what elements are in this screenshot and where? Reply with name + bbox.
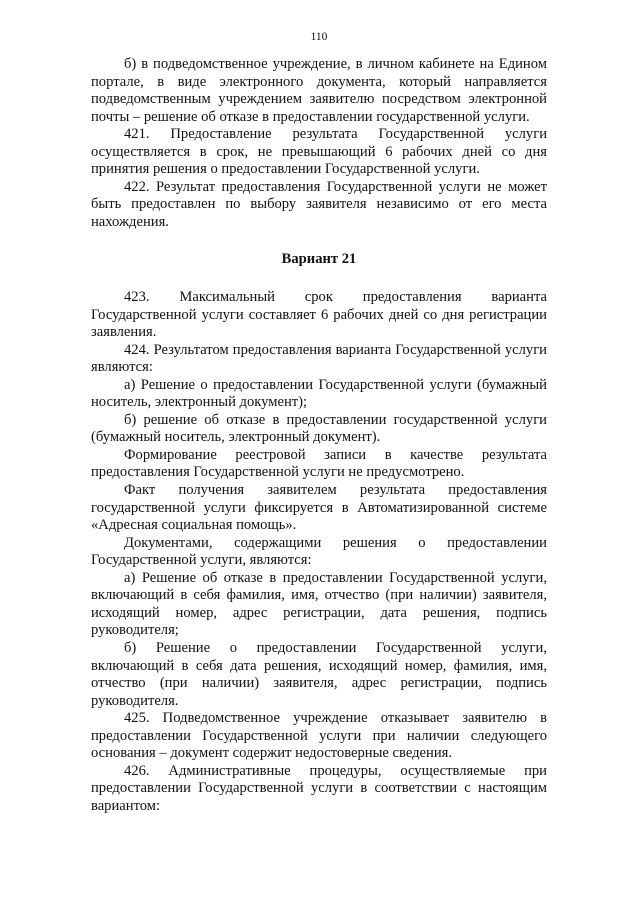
paragraph-422: 422. Результат предоставления Государственной услуги не может быть предоставлен по выбору заявителя независимо от его места нахождения. xyxy=(91,178,547,230)
paragraph-registry-record: Формирование реестровой записи в качестве результата предоставления Государственной услуги не предусмотрено. xyxy=(91,446,547,481)
paragraph-decision-documents: Документами, содержащими решения о предоставлении Государственной услуги, являются: xyxy=(91,534,547,569)
paragraph-receipt-fact: Факт получения заявителем результата предоставления государственной услуги фиксируется в Автоматизированной системе «Адресная социальная помощь». xyxy=(91,482,547,534)
paragraph-424-b: б) решение об отказе в предоставлении государственной услуги (бумажный носитель, электронный документ). xyxy=(91,411,547,446)
paragraph-b-delivery: б) в подведомственное учреждение, в личном кабинете на Едином портале, в виде электронного документа, который направляется подведомственным учреждением заявителю посредством электронной почты – решение об отказе в предоставлении государственной услуги. xyxy=(91,56,547,125)
paragraph-424-a: а) Решение о предоставлении Государственной услуги (бумажный носитель, электронный документ); xyxy=(91,376,547,411)
document-page xyxy=(91,30,547,815)
paragraph-421: 421. Предоставление результата Государственной услуги осуществляется в срок, не превышающий 6 рабочих дней со дня принятия решения о предоставлении Государственной услуги. xyxy=(91,126,547,178)
paragraph-426: 426. Административные процедуры, осуществляемые при предоставлении Государственной услуги в соответствии с настоящим вариантом: xyxy=(91,762,547,814)
paragraph-424: 424. Результатом предоставления варианта Государственной услуги являются: xyxy=(91,341,547,376)
paragraph-documents-a: а) Решение об отказе в предоставлении Государственной услуги, включающий в себя фамилия, имя, отчество (при наличии) заявителя, исходящий номер, адрес регистрации, дата решения, подпись руководителя; xyxy=(91,569,547,639)
paragraph-423: 423. Максимальный срок предоставления варианта Государственной услуги составляет 6 рабочих дней со дня регистрации заявления. xyxy=(91,289,547,341)
page-number: 110 xyxy=(310,31,328,43)
section-title: Вариант 21 xyxy=(281,251,357,268)
paragraph-425: 425. Подведомственное учреждение отказывает заявителю в предоставлении Государственной услуги при наличии следующего основания – документ содержит недостоверные сведения. xyxy=(91,710,547,762)
paragraph-documents-b: б) Решение о предоставлении Государственной услуги, включающий в себя дата решения, исходящий номер, фамилия, имя, отчество (при наличии) заявителя, адрес регистрации, подпись руководителя. xyxy=(91,639,547,709)
